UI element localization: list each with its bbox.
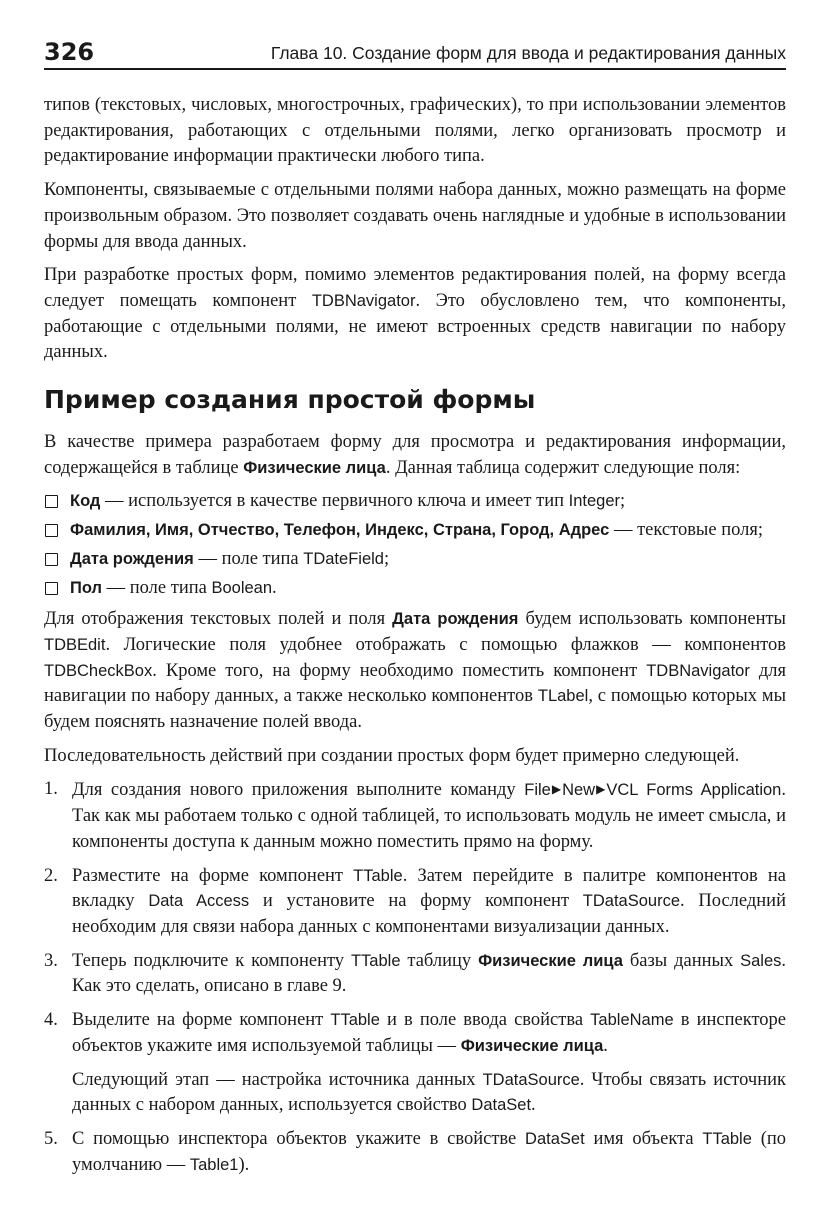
text-run: — текстовые поля; <box>609 520 763 541</box>
text-run: ). <box>238 1154 250 1175</box>
field-type: Boolean <box>211 578 273 597</box>
list-item <box>44 489 786 515</box>
text-run: будем использовать компоненты <box>518 609 786 630</box>
text-run: . Данная таблица содержит следующие поля: <box>385 457 741 478</box>
page-body <box>44 93 786 1186</box>
term: TDBNavigator <box>646 661 750 680</box>
step-number: 3. <box>44 950 58 971</box>
text-run: базы данных <box>622 950 741 971</box>
paragraph-5 <box>44 607 786 736</box>
step-number: 4. <box>44 1010 58 1031</box>
step-text <box>72 1008 786 1059</box>
section-heading: Пример создания простой формы <box>44 385 536 415</box>
text-run: . Так как мы работаем только с одной таблицей, то использовать модуль не имеет смысла, и компоненты доступа к данным можно поместить прямо на форму. <box>72 780 786 852</box>
term: TTable <box>702 1129 752 1148</box>
steps-list <box>44 777 786 1178</box>
term: TTable <box>330 1011 380 1030</box>
menu-term: VCL Forms Application <box>606 781 782 800</box>
term: DataSet <box>525 1129 585 1148</box>
text-run: ; <box>620 491 626 512</box>
term: DataSet <box>471 1096 532 1115</box>
term-bold: Физические лица <box>460 1036 604 1055</box>
menu-term: File <box>524 781 551 800</box>
field-type: Integer <box>568 492 620 511</box>
term-bold: Физические лица <box>243 458 386 477</box>
checkbox-bullet-icon <box>45 524 58 537</box>
text-run: В качестве примера разработаем форму для просмотра и редактирования информации, содержащейся в таблице <box>44 432 786 478</box>
text-run: . Кроме того, на форму необходимо поместить компонент <box>152 660 647 681</box>
text-run: . Как это сделать, описано в главе 9. <box>72 950 787 997</box>
term: TTable <box>350 951 401 970</box>
text-run: — поле типа <box>102 577 212 598</box>
list-item <box>44 518 786 544</box>
text-run: для навигации по набору данных, а также несколько компонентов <box>44 660 787 707</box>
text-run: и установите на форму компонент <box>249 891 583 912</box>
text-run: . Последний необходим для связи набора данных с компонентами визуализации данных. <box>72 891 786 937</box>
term: TDataSource <box>582 892 681 911</box>
step-item <box>44 949 786 1000</box>
step-item <box>44 864 786 941</box>
step-number: 1. <box>44 779 58 800</box>
text-run: . Логические поля удобнее отображать с помощью флажков — компонентов <box>105 634 786 655</box>
step-item <box>44 1127 786 1178</box>
page-number: 326 <box>44 38 95 66</box>
menu-term: New <box>562 781 596 800</box>
checkbox-bullet-icon <box>45 553 58 566</box>
text-run: Для отображения текстовых полей и поля <box>44 609 393 630</box>
text-run: , с помощью которых мы будем пояснять назначение полей ввода. <box>44 686 787 733</box>
paragraph-1: типов (текстовых, числовых, многострочных, графических), то при использовании элементов редактирования, работающих с отдельными полями, легко организовать просмотр и редактирование информации практически любого типа. <box>44 95 786 167</box>
paragraph-4 <box>44 430 786 481</box>
text-run: таблицу <box>400 950 479 971</box>
step-item <box>44 777 786 855</box>
list-item <box>44 576 786 602</box>
step-item <box>44 1008 786 1119</box>
paragraph-2: Компоненты, связываемые с отдельными полями набора данных, можно размещать на форме произвольным образом. Это позволяет создавать очень наглядные и удобные в использовании формы для ввода данных. <box>44 180 786 252</box>
running-head: Глава 10. Создание форм для ввода и редактирования данных <box>270 43 786 63</box>
field-list <box>44 489 786 601</box>
list-item <box>44 547 786 573</box>
text-run: в инспекторе объектов укажите имя используемой таблицы — <box>72 1010 787 1056</box>
term: TDataSource <box>482 1070 580 1089</box>
field-name: Дата рождения <box>70 549 194 568</box>
text-run: Выделите на форме компонент <box>72 1010 331 1031</box>
term: TLabel <box>537 687 589 706</box>
step-subparagraph <box>72 1068 786 1119</box>
term-bold: Физические лица <box>478 951 623 970</box>
menu-arrow-icon: ▶ <box>551 782 562 797</box>
paragraph-6: Последовательность действий при создании простых форм будет примерно следующей. <box>44 745 740 766</box>
text-run: Разместите на форме компонент <box>72 865 354 886</box>
field-type: TDateField <box>303 549 384 568</box>
text-run: — поле типа <box>193 548 304 569</box>
text-run: Для создания нового приложения выполните команду <box>72 780 525 801</box>
term: TTable <box>353 866 403 885</box>
term: Sales <box>740 951 782 970</box>
text-run: и в поле ввода свойства <box>379 1010 591 1031</box>
text-run: . <box>272 577 277 598</box>
text-run: . Чтобы связать источник данных с набором данных, используется свойство <box>72 1069 787 1116</box>
text-run: ; <box>383 548 390 569</box>
text-run: С помощью инспектора объектов укажите в свойстве <box>72 1128 526 1149</box>
term: TableName <box>590 1011 674 1030</box>
text-run: Теперь подключите к компоненту <box>72 950 351 971</box>
term: TDBCheckBox <box>44 661 153 680</box>
term-bold: Дата рождения <box>392 610 519 629</box>
text-run: (по умолчанию — <box>72 1128 786 1175</box>
text-run: — используется в качестве первичного ключа и имеет тип <box>100 491 569 512</box>
text-run: При разработке простых форм, помимо элементов редактирования полей, на форму всегда следует помещать компонент <box>44 265 786 311</box>
term: TDBNavigator <box>311 291 416 310</box>
page-header <box>44 38 786 70</box>
text-run: имя объекта <box>584 1128 703 1149</box>
term: TDBEdit <box>44 635 106 654</box>
text-run: . Затем перейдите в палитре компонентов на вкладку <box>72 865 786 912</box>
checkbox-bullet-icon <box>45 495 58 508</box>
text-run: . <box>603 1035 608 1056</box>
term: Data Access <box>148 892 250 911</box>
text-run: . <box>531 1095 536 1116</box>
field-name: Пол <box>70 578 103 597</box>
field-name: Фамилия, Имя, Отчество, Телефон, Индекс, Страна, Город, Адрес <box>70 521 610 540</box>
text-run: . Это обусловлено тем, что компоненты, работающие с отдельными полями, не имеют встроенных средств навигации по набору данных. <box>44 290 786 363</box>
paragraph-3 <box>44 263 786 366</box>
text-run: Следующий этап — настройка источника данных <box>72 1069 483 1090</box>
term: Table1 <box>189 1155 239 1174</box>
step-number: 2. <box>44 865 58 886</box>
checkbox-bullet-icon <box>45 582 58 595</box>
step-number: 5. <box>44 1128 58 1149</box>
field-name: Код <box>70 492 101 511</box>
menu-arrow-icon: ▶ <box>596 782 606 797</box>
